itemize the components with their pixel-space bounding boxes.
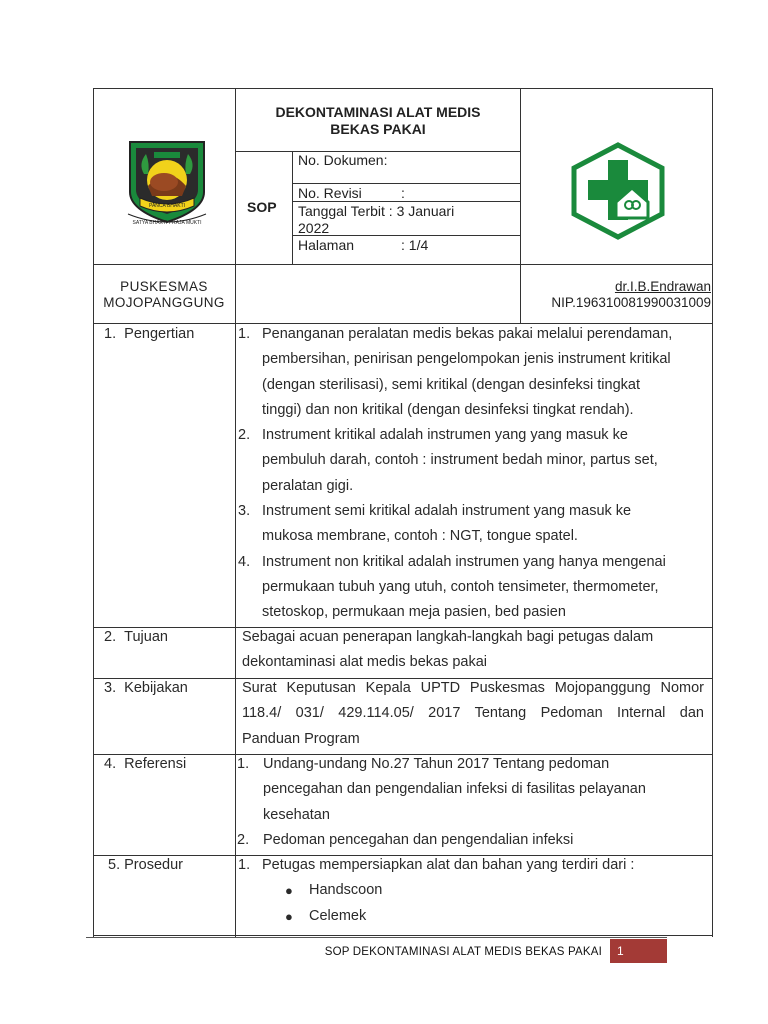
section-number: 2. (104, 629, 117, 645)
bullet-icon: ● (285, 883, 293, 899)
section-number: 4. (104, 756, 117, 772)
pengertian-content (238, 322, 708, 626)
list-number: 1. (238, 326, 251, 342)
section-title: Pengertian (124, 326, 195, 342)
puskesmas-cross-icon (570, 142, 666, 240)
crest-icon (124, 134, 210, 230)
divider-header-bottom (93, 264, 713, 265)
section-label-kebijakan (104, 676, 188, 701)
tanggal-line-1: Tanggal Terbit : 3 Januari (298, 203, 455, 219)
divider-dokumen-bottom (292, 183, 521, 184)
border-left (93, 88, 94, 937)
footer-rule (86, 937, 667, 938)
no-dokumen-field: No. Dokumen: (298, 152, 388, 168)
title-line-2: BEKAS PAKAI (330, 121, 426, 137)
signer-nip: NIP.196310081990031009 (551, 295, 711, 310)
crest-motto-text: SATYA BHAKTI PRAJA MUKTI (132, 220, 202, 226)
section-number: 3. (104, 680, 117, 696)
text-line: 118.4/ 031/ 429.114.05/ 2017 Tentang Pedoman Internal dan (242, 705, 704, 722)
text-line: Undang-undang No.27 Tahun 2017 Tentang pedoman (263, 756, 610, 772)
title-line-1: DEKONTAMINASI ALAT MEDIS (275, 104, 481, 120)
text-line: Pedoman pencegahan dan pengendalian infeksi (263, 831, 574, 848)
halaman-label: Halaman (298, 237, 355, 253)
crest-ribbon-text: PANCA BHAKTI (148, 203, 186, 209)
border-top (93, 88, 713, 89)
bullet-item (238, 878, 708, 903)
no-revisi-colon: : (401, 185, 405, 201)
divider-logo-left (235, 88, 236, 937)
halaman-value: : 1/4 (401, 237, 429, 253)
bullet-item (238, 904, 708, 929)
border-bottom (93, 935, 713, 936)
org-line-1: PUSKESMAS (120, 279, 208, 294)
text-line: stetoskop, permukaan meja pasien, bed pasien (262, 604, 566, 621)
list-item (237, 828, 708, 853)
no-revisi-label: No. Revisi (298, 185, 362, 201)
list-number: 2. (237, 831, 250, 848)
text-line: peralatan gigi. (262, 477, 354, 494)
section-title: Referensi (124, 756, 187, 772)
document-title (236, 104, 520, 138)
section-label-tujuan (104, 625, 168, 650)
text-line: Petugas mempersiapkan alat dan bahan yang terdiri dari : (262, 857, 635, 873)
list-item (238, 853, 708, 878)
text-line: Instrument kritikal adalah instrumen yang yang masuk ke (262, 427, 628, 444)
section-title: Tujuan (124, 629, 168, 645)
tujuan-content (242, 625, 708, 676)
text-line: Instrument semi kritikal adalah instrument yang masuk ke (262, 503, 632, 520)
org-line-2: MOJOPANGGUNG (103, 295, 225, 310)
text-line: permukaan tubuh yang utuh, contoh tensimeter, thermometer, (262, 578, 659, 595)
list-item (238, 550, 708, 626)
text-line: pembersihan, penirisan pengelompokan jenis instrument kritikal (262, 351, 671, 368)
list-item (238, 423, 708, 499)
prosedur-content (238, 853, 708, 929)
border-right (712, 88, 713, 937)
list-number: 2. (238, 427, 251, 444)
text-line: Panduan Program (242, 730, 360, 747)
section-title: Prosedur (124, 857, 183, 873)
footer-page-badge (610, 939, 667, 963)
footer-page-number: 1 (617, 944, 624, 958)
list-item (237, 752, 708, 828)
list-number: 1. (237, 756, 250, 772)
text-line: dekontaminasi alat medis bekas pakai (242, 654, 488, 671)
signer-block (521, 279, 711, 311)
referensi-content (237, 752, 708, 853)
text-line: Surat Keputusan Kepala UPTD Puskesmas Mojopanggung Nomor (242, 680, 704, 696)
text-line: pembuluh darah, contoh : instrument bedah minor, partus set, (262, 452, 658, 469)
signer-name: dr.I.B.Endrawan (614, 279, 711, 294)
footer-text: SOP DEKONTAMINASI ALAT MEDIS BEKAS PAKAI (324, 946, 602, 958)
org-name (94, 279, 234, 311)
regency-crest-logo (124, 134, 210, 230)
text-line: Sebagai acuan penerapan langkah-langkah bagi petugas dalam (242, 629, 654, 645)
section-number: 1. (104, 326, 117, 342)
section-number: 5. (108, 857, 121, 873)
bullet-icon: ● (285, 908, 293, 924)
text-line: Penanganan peralatan medis bekas pakai melalui perendaman, (262, 326, 673, 342)
tanggal-line-2: 2022 (298, 220, 330, 236)
divider-sop (292, 151, 293, 264)
text-line: tinggi) dan non kritikal (dengan desinfeksi tingkat rendah). (262, 401, 634, 418)
list-number: 3. (238, 503, 251, 520)
list-item (238, 499, 708, 550)
text-line: mukosa membrane, contoh : NGT, tongue spatel. (262, 528, 578, 545)
tanggal-terbit-field (298, 203, 454, 237)
bullet-text: Celemek (309, 907, 367, 924)
list-item (238, 322, 708, 423)
text-line: kesehatan (263, 806, 330, 823)
puskesmas-logo (570, 142, 666, 240)
section-label-referensi (104, 752, 186, 777)
list-number: 4. (238, 553, 251, 570)
kebijakan-content (242, 676, 704, 752)
bullet-text: Handscoon (309, 882, 383, 899)
text-line: pencegahan dan pengendalian infeksi di fasilitas pelayanan (263, 781, 646, 798)
list-number: 1. (238, 857, 251, 873)
text-line: Instrument non kritikal adalah instrumen yang hanya mengenai (262, 553, 666, 570)
section-label-prosedur (108, 853, 183, 878)
sop-label: SOP (247, 199, 277, 215)
section-title: Kebijakan (124, 680, 188, 696)
text-line: (dengan sterilisasi), semi kritikal (dengan desinfeksi tingkat (262, 376, 640, 393)
section-label-pengertian (104, 322, 194, 347)
